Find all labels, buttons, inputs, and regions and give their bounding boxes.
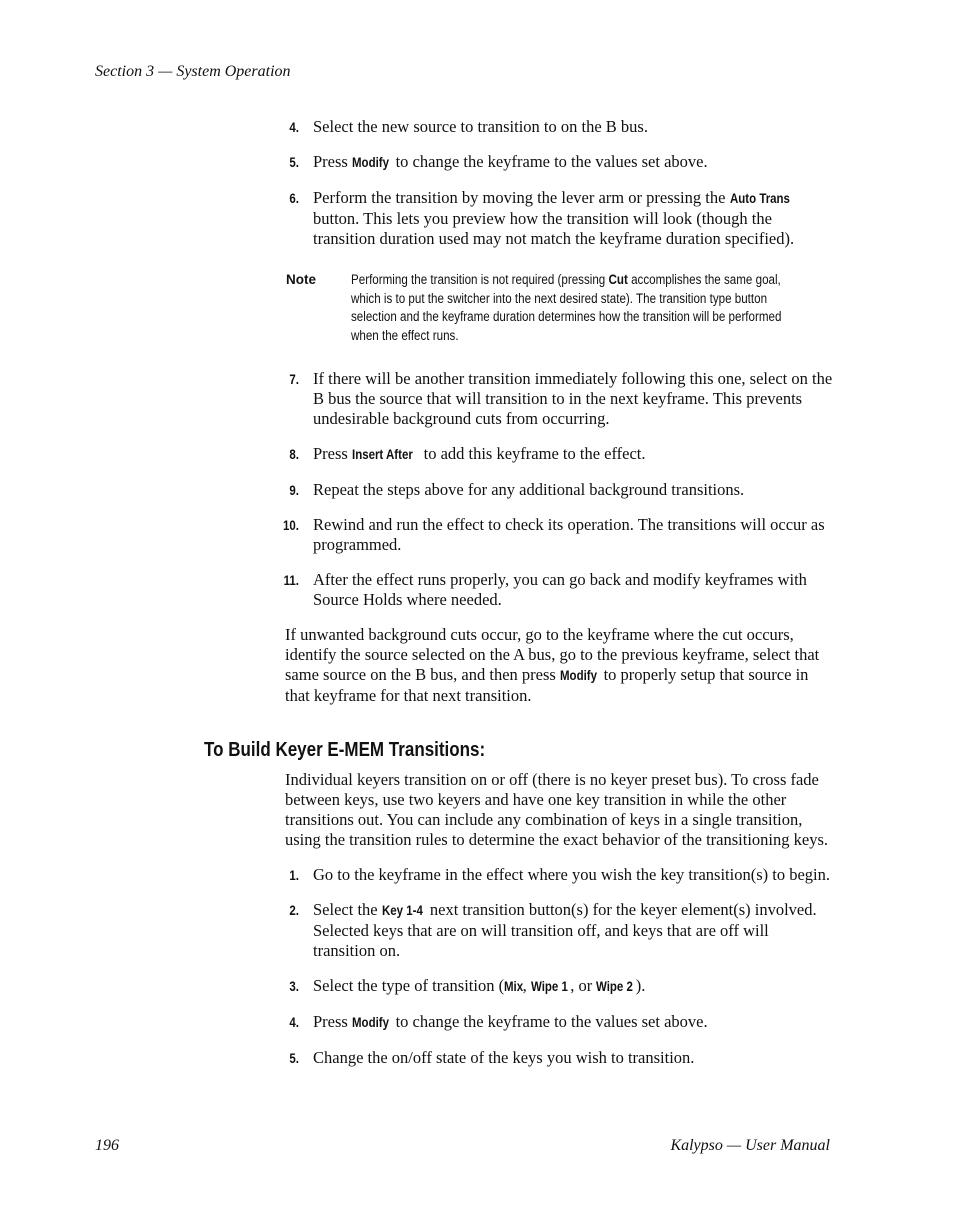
separator: , bbox=[522, 976, 531, 995]
body-upper bbox=[277, 117, 833, 721]
step-text: to change the keyframe to the values set above. bbox=[391, 152, 708, 171]
step-number: 9. bbox=[289, 482, 299, 498]
step-number: 7. bbox=[289, 371, 299, 387]
step-text: ). bbox=[635, 976, 646, 995]
step-number: 11. bbox=[283, 572, 299, 588]
step-number: 10. bbox=[283, 517, 299, 533]
step-7 bbox=[277, 369, 833, 429]
step-text: Select the type of transition ( bbox=[313, 976, 505, 995]
step-text: Rewind and run the effect to check its operation. The transitions will occur as programmed. bbox=[313, 515, 825, 554]
step-text: Change the on/off state of the keys you wish to transition. bbox=[313, 1048, 695, 1067]
step-10 bbox=[277, 515, 833, 555]
step-text: Select the bbox=[313, 900, 382, 919]
step-text: Press bbox=[313, 152, 352, 171]
step-3 bbox=[277, 976, 833, 997]
paragraph-background-cuts bbox=[277, 625, 833, 706]
step-number: 5. bbox=[289, 1050, 299, 1066]
manual-title: Kalypso — User Manual bbox=[670, 1137, 830, 1154]
keyword-auto-trans: Auto Trans bbox=[729, 191, 790, 206]
keyword-mix: Mix bbox=[504, 979, 524, 994]
step-text: Press bbox=[313, 444, 352, 463]
step-1 bbox=[277, 865, 833, 885]
step-number: 8. bbox=[289, 446, 299, 462]
body-lower bbox=[277, 770, 833, 1083]
paragraph-text: If unwanted background cuts occur, go to the keyframe where the cut occurs, identify the source selected on the A bus, go to the previous keyframe, select that same source on the B bus, and then press bbox=[285, 625, 820, 684]
step-4b bbox=[277, 1012, 833, 1033]
page-header: Section 3 — System Operation bbox=[95, 63, 291, 80]
step-number: 4. bbox=[289, 1014, 299, 1030]
step-text: Perform the transition by moving the lever arm or pressing the bbox=[313, 188, 730, 207]
step-text: to change the keyframe to the values set above. bbox=[391, 1012, 708, 1031]
separator: , or bbox=[570, 976, 597, 995]
keyword-modify: Modify bbox=[351, 1015, 389, 1030]
keyword-wipe-1: Wipe 1 bbox=[530, 979, 568, 994]
keyword-key-1-4: Key 1-4 bbox=[381, 903, 423, 918]
note-text bbox=[351, 271, 807, 345]
step-8 bbox=[277, 444, 833, 465]
keyword-cut: Cut bbox=[608, 272, 628, 287]
note-label: Note bbox=[286, 272, 316, 287]
note-text-part: Performing the transition is not required (pressing bbox=[351, 272, 609, 287]
step-text: Select the new source to transition to on the B bus. bbox=[313, 117, 648, 136]
keyword-wipe-2: Wipe 2 bbox=[596, 979, 634, 994]
step-text: Go to the keyframe in the effect where you wish the key transition(s) to begin. bbox=[313, 865, 831, 884]
step-6 bbox=[277, 188, 833, 249]
step-text: next transition button(s) for the keyer element(s) involved. Selected keys that are on will transition off, and keys that are off will transition on. bbox=[313, 900, 817, 960]
step-11 bbox=[277, 570, 833, 610]
keyword-modify: Modify bbox=[351, 155, 389, 170]
step-number: 5. bbox=[289, 154, 299, 170]
keyword-insert-after: Insert After bbox=[351, 447, 413, 462]
step-2 bbox=[277, 900, 833, 961]
step-4 bbox=[277, 117, 833, 137]
step-number: 6. bbox=[289, 190, 299, 206]
step-9 bbox=[277, 480, 833, 500]
step-text: After the effect runs properly, you can go back and modify keyframes with Source Holds where needed. bbox=[313, 570, 807, 609]
step-number: 1. bbox=[289, 867, 299, 883]
step-text: If there will be another transition immediately following this one, select on the B bus the source that will transition to in the next keyframe. This prevents undesirable background cuts from occurring. bbox=[313, 369, 833, 428]
page-number: 196 bbox=[95, 1137, 119, 1154]
step-5 bbox=[277, 152, 833, 173]
step-text: Press bbox=[313, 1012, 352, 1031]
step-number: 2. bbox=[289, 902, 299, 918]
paragraph-text: to properly setup that source in that keyframe for that next transition. bbox=[285, 665, 809, 705]
step-5b bbox=[277, 1048, 833, 1068]
section-heading: To Build Keyer E-MEM Transitions: bbox=[204, 739, 486, 761]
step-number: 3. bbox=[289, 978, 299, 994]
step-text: to add this keyframe to the effect. bbox=[419, 444, 646, 463]
keyword-modify: Modify bbox=[559, 668, 597, 683]
step-text: button. This lets you preview how the transition will look (though the transition duration used may not match the keyframe duration specified). bbox=[313, 209, 795, 248]
step-text: Repeat the steps above for any additional background transitions. bbox=[313, 480, 745, 499]
step-number: 4. bbox=[289, 119, 299, 135]
note-box bbox=[286, 271, 833, 345]
paragraph-keyers: Individual keyers transition on or off (there is no keyer preset bus). To cross fade between keys, use two keyers and have one key transition in while the other transitions out. You can include any combination of keys in a single transition, using the transition rules to determine the exact behavior of the transitioning keys. bbox=[285, 770, 828, 849]
note-text-part: accomplishes the same goal, which is to put the switcher into the next desired state). The transition type button selection and the keyframe duration determines how the transition will be performed when the effect runs. bbox=[351, 272, 782, 343]
